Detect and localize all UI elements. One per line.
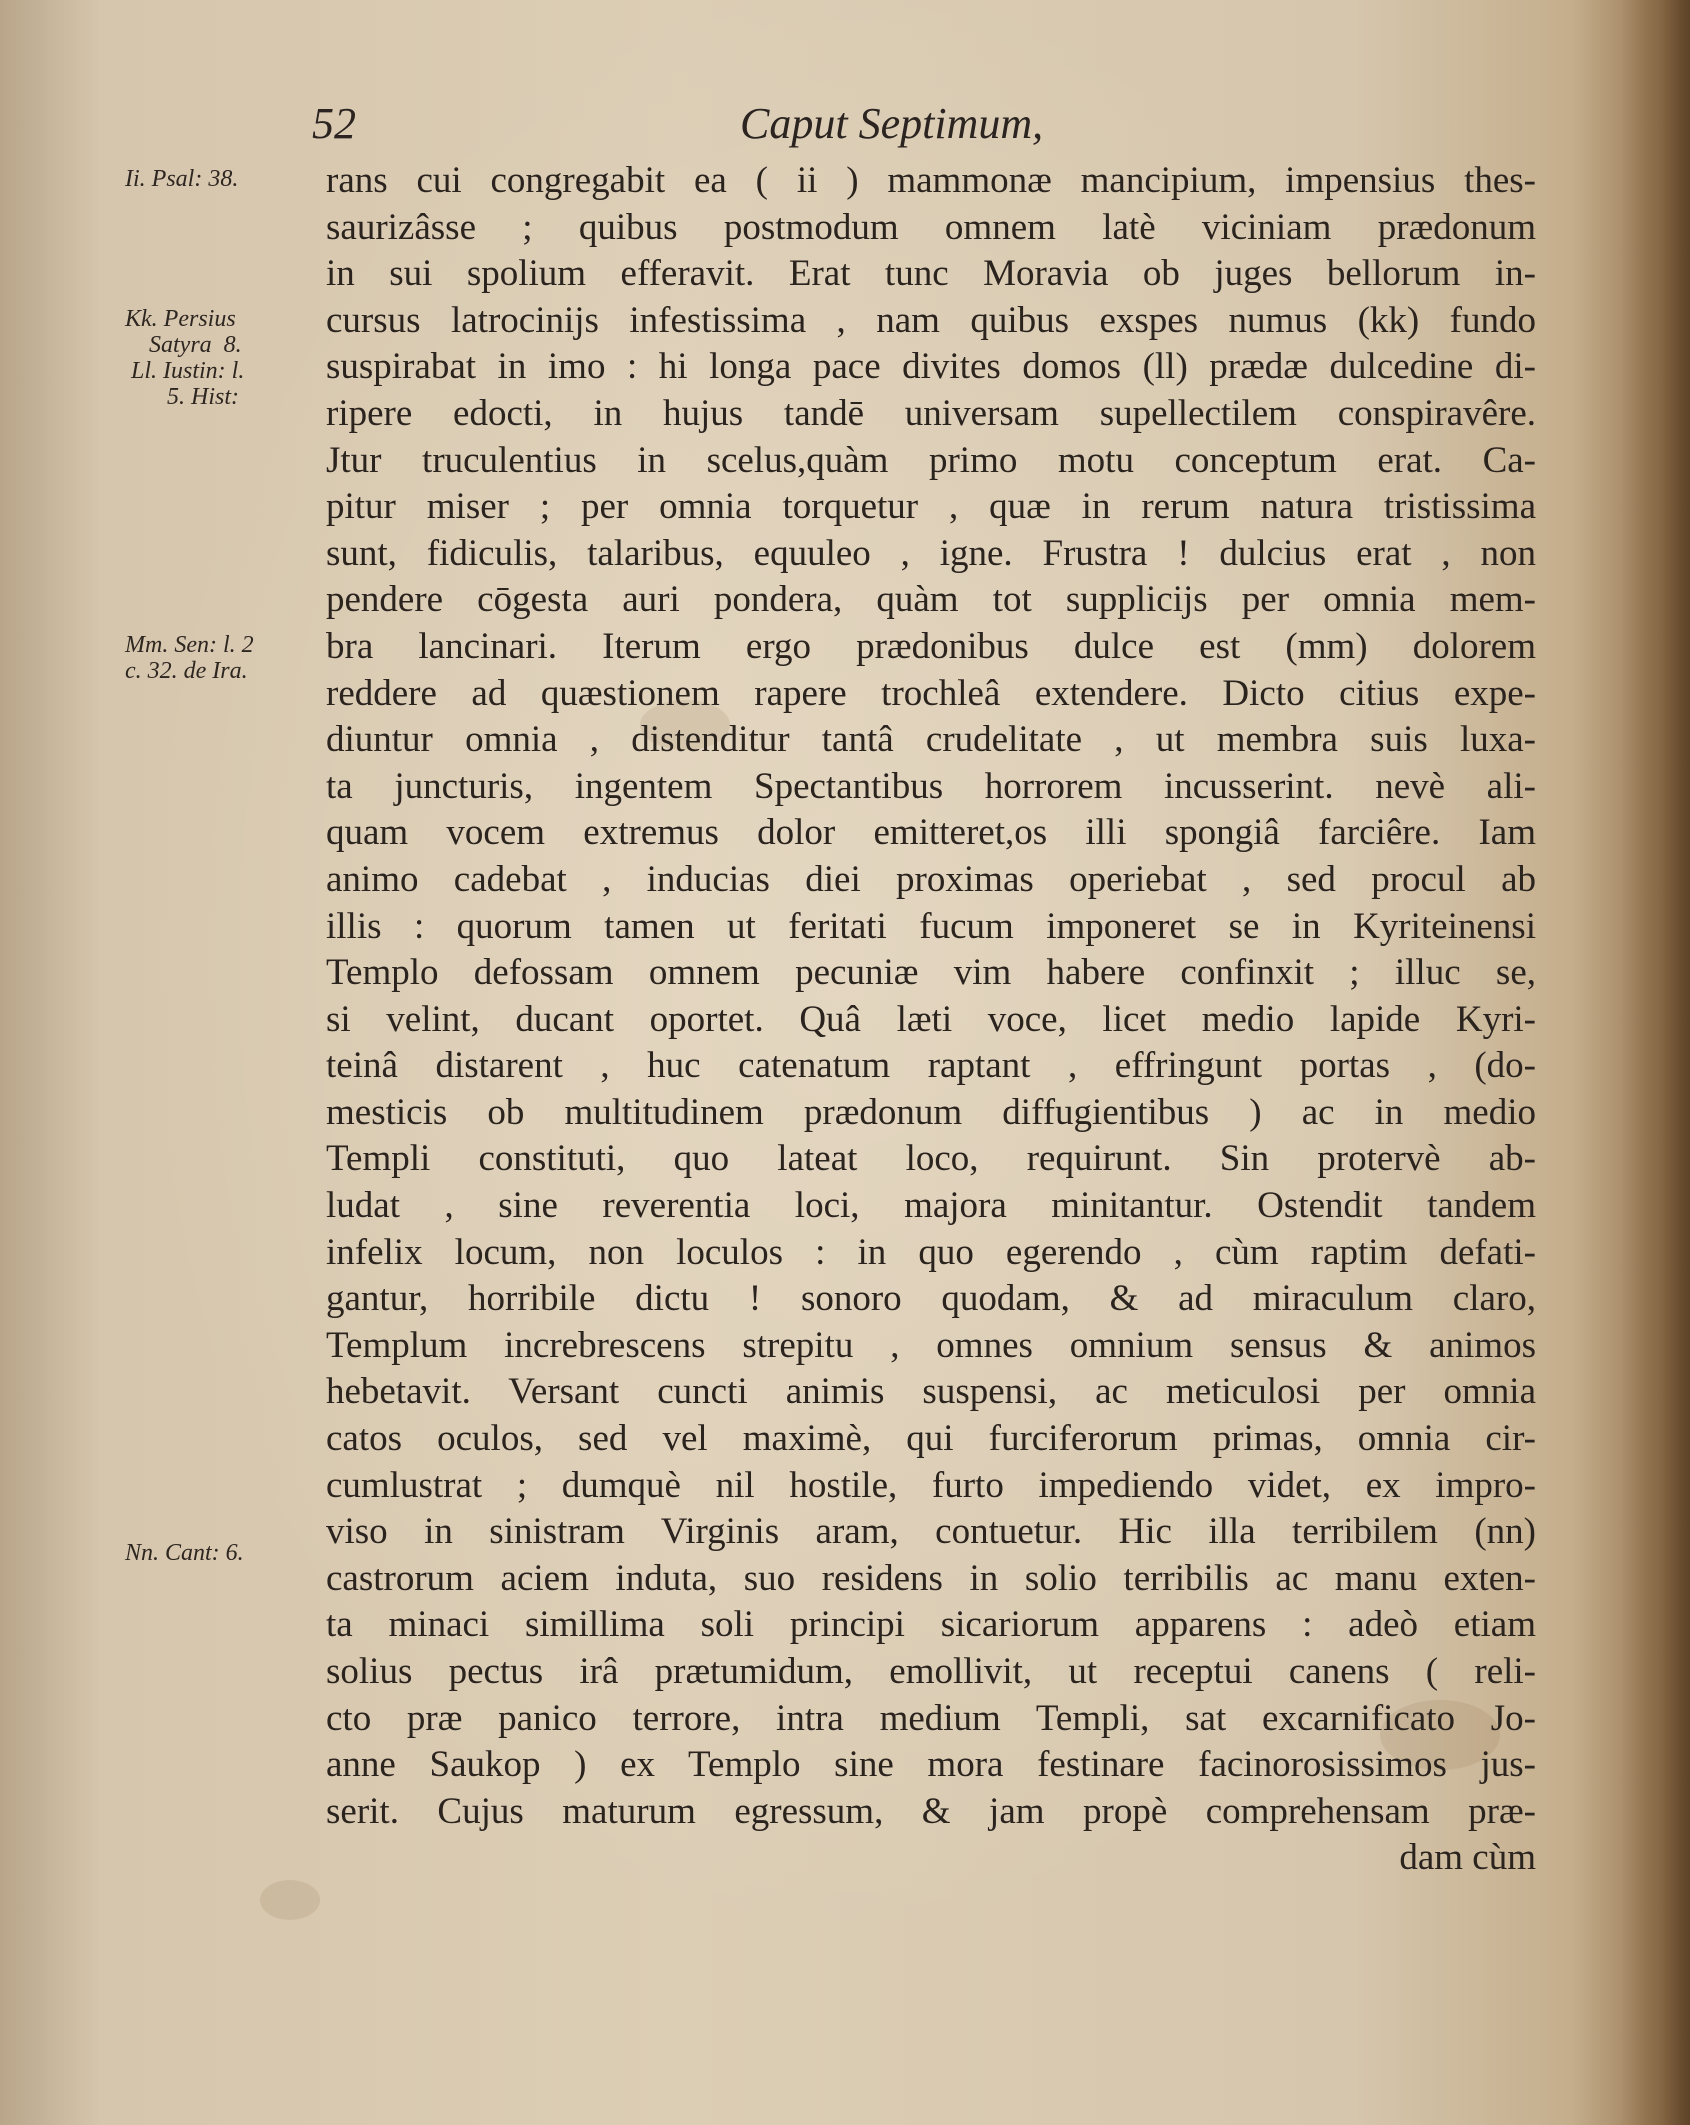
text-line: dam cùm [1399, 1837, 1536, 1879]
running-head [0, 98, 1690, 158]
text-line: illis : quorum tamen ut feritati fucum imponeret se in Kyriteinensi [326, 905, 1536, 947]
text-line: rans cui congregabit ea ( ii ) mammonæ mancipium, impensius thes- [326, 160, 1536, 201]
text-line: gantur, horribile dictu ! sonoro quodam, & ad miraculum claro, [326, 1278, 1536, 1320]
text-line: si velint, ducant oportet. Quâ læti voce, licet medio lapide Kyri- [326, 998, 1536, 1040]
text-line: animo cadebat , inducias diei proximas operiebat , sed procul ab [326, 858, 1536, 900]
text-line: Templum increbrescens strepitu , omnes omnium sensus & animos [326, 1324, 1536, 1366]
text-line: sunt, fidiculis, talaribus, equuleo , igne. Frustra ! dulcius erat , non [326, 532, 1536, 574]
text-line: diuntur omnia , distenditur tantâ crudelitate , ut membra suis luxa- [326, 719, 1536, 761]
text-line: viso in sinistram Virginis aram, contuetur. Hic illa terribilem (nn) [326, 1511, 1536, 1553]
text-line: ripere edocti, in hujus tandē universam supellectilem conspiravêre. [326, 392, 1536, 434]
text-line: mesticis ob multitudinem prædonum diffugientibus ) ac in medio [326, 1091, 1536, 1133]
text-line: cursus latrocinijs infestissima , nam quibus exspes numus (kk) fundo [326, 299, 1536, 341]
chapter-title: Caput Septimum, [740, 99, 1044, 148]
text-line: ludat , sine reverentia loci, majora minitantur. Ostendit tandem [326, 1185, 1536, 1227]
text-line: saurizâsse ; quibus postmodum omnem latè viciniam prædonum [326, 206, 1536, 248]
text-line: solius pectus irâ prætumidum, emollivit, ut receptui canens ( reli- [326, 1651, 1536, 1692]
text-line: ta juncturis, ingentem Spectantibus horrorem incusserint. nevè ali- [326, 765, 1536, 807]
text-line: quam vocem extremus dolor emitteret,os illi spongiâ farciêre. Iam [326, 812, 1536, 854]
text-line: catos oculos, sed vel maximè, qui furciferorum primas, omnia cir- [326, 1418, 1536, 1460]
text-line: pendere cōgesta auri pondera, quàm tot supplicijs per omnia mem- [326, 579, 1536, 621]
text-line: suspirabat in imo : hi longa pace divites domos (ll) prædæ dulcedine di- [326, 346, 1536, 388]
text-line: hebetavit. Versant cuncti animis suspensi, ac meticulosi per omnia [326, 1371, 1536, 1413]
text-line: reddere ad quæstionem rapere trochleâ extendere. Dicto citius expe- [326, 672, 1536, 714]
text-line: cumlustrat ; dumquè nil hostile, furto impediendo videt, ex impro- [326, 1464, 1536, 1506]
body-text [326, 158, 1536, 1882]
margin-note-ii: Ii. Psal: 38. [125, 166, 239, 192]
page-edge-shadow [1620, 0, 1690, 2125]
text-line: castrorum aciem induta, suo residens in solio terribilis ac manu exten- [326, 1557, 1536, 1599]
text-line: pitur miser ; per omnia torquetur , quæ in rerum natura tristissima [326, 486, 1536, 528]
text-line: ta minaci simillima soli principi sicariorum apparens : adeò etiam [326, 1604, 1536, 1646]
text-line: cto præ panico terrore, intra medium Templi, sat excarnificato Jo- [326, 1697, 1536, 1739]
text-line: in sui spolium efferavit. Erat tunc Moravia ob juges bellorum in- [326, 253, 1536, 295]
text-line: infelix locum, non loculos : in quo egerendo , cùm raptim defati- [326, 1231, 1536, 1273]
text-line: anne Saukop ) ex Templo sine mora festinare facinorosissimos jus- [326, 1744, 1536, 1786]
text-line: Jtur truculentius in scelus,quàm primo motu conceptum erat. Ca- [326, 439, 1536, 481]
margin-note-mm: Mm. Sen: l. 2 c. 32. de Ira. [125, 632, 254, 684]
foxing-spot [260, 1880, 320, 1920]
text-line: bra lancinari. Iterum ergo prædonibus dulce est (mm) dolorem [326, 625, 1536, 667]
text-line: Templo defossam omnem pecuniæ vim habere confinxit ; illuc se, [326, 952, 1536, 994]
text-line: serit. Cujus maturum egressum, & jam propè comprehensam præ- [326, 1790, 1536, 1832]
text-line: teinâ distarent , huc catenatum raptant , effringunt portas , (do- [326, 1045, 1536, 1087]
text-line: Templi constituti, quo lateat loco, requirunt. Sin protervè ab- [326, 1138, 1536, 1180]
page-number: 52 [312, 99, 356, 148]
margin-note-kk-ll: Kk. Persius Satyra 8. Ll. Iustin: l. 5. Hist: [125, 306, 245, 410]
margin-note-nn: Nn. Cant: 6. [125, 1540, 244, 1566]
